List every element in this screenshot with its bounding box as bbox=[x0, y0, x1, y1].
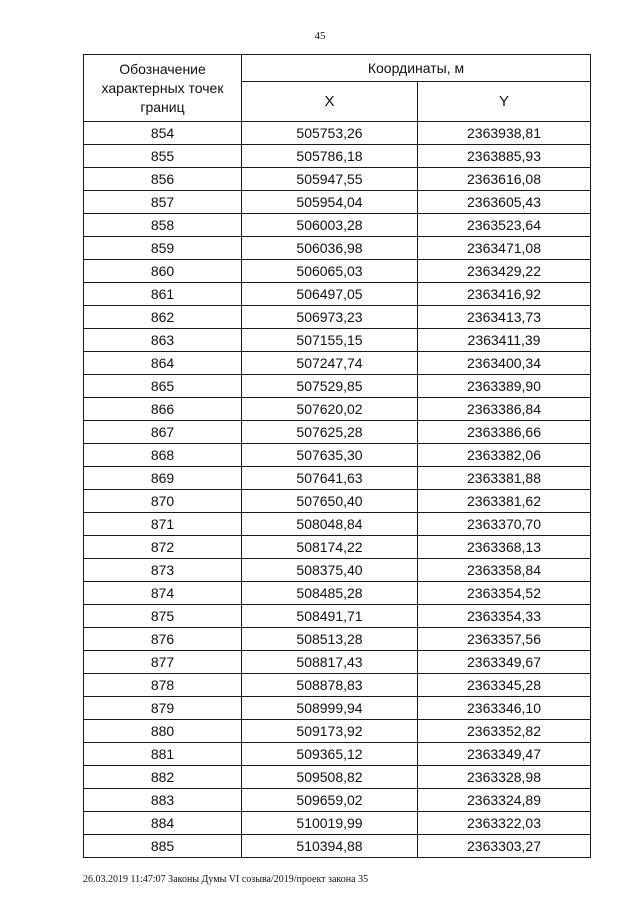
y-coordinate-cell: 2363357,56 bbox=[418, 628, 591, 651]
table-row bbox=[84, 536, 591, 559]
x-coordinate-cell: 507635,30 bbox=[242, 444, 418, 467]
x-coordinate-cell: 508485,28 bbox=[242, 582, 418, 605]
x-coordinate-cell: 508375,40 bbox=[242, 559, 418, 582]
point-id-cell: 885 bbox=[84, 835, 242, 858]
y-coordinate-cell: 2363429,22 bbox=[418, 260, 591, 283]
table-row bbox=[84, 812, 591, 835]
point-id-cell: 858 bbox=[84, 214, 242, 237]
table-row bbox=[84, 329, 591, 352]
point-id-cell: 866 bbox=[84, 398, 242, 421]
point-id-cell: 873 bbox=[84, 559, 242, 582]
x-coordinate-cell: 505753,26 bbox=[242, 122, 418, 145]
x-coordinate-cell: 506973,23 bbox=[242, 306, 418, 329]
table-row bbox=[84, 283, 591, 306]
y-coordinate-cell: 2363349,67 bbox=[418, 651, 591, 674]
table-row bbox=[84, 789, 591, 812]
point-id-cell: 883 bbox=[84, 789, 242, 812]
table-row bbox=[84, 421, 591, 444]
point-id-cell: 864 bbox=[84, 352, 242, 375]
table-row bbox=[84, 490, 591, 513]
x-coordinate-cell: 506065,03 bbox=[242, 260, 418, 283]
x-coordinate-cell: 507641,63 bbox=[242, 467, 418, 490]
point-id-cell: 875 bbox=[84, 605, 242, 628]
table-row bbox=[84, 582, 591, 605]
x-coordinate-cell: 507620,02 bbox=[242, 398, 418, 421]
y-coordinate-cell: 2363322,03 bbox=[418, 812, 591, 835]
y-coordinate-cell: 2363523,64 bbox=[418, 214, 591, 237]
y-coordinate-cell: 2363358,84 bbox=[418, 559, 591, 582]
y-coordinate-cell: 2363389,90 bbox=[418, 375, 591, 398]
point-id-cell: 857 bbox=[84, 191, 242, 214]
y-coordinate-cell: 2363400,34 bbox=[418, 352, 591, 375]
x-coordinate-cell: 506497,05 bbox=[242, 283, 418, 306]
x-coordinate-cell: 508491,71 bbox=[242, 605, 418, 628]
footer-stamp: 26.03.2019 11:47:07 Законы Думы VI созыва/2019/проект закона 35 bbox=[83, 874, 369, 885]
point-id-cell: 863 bbox=[84, 329, 242, 352]
y-coordinate-cell: 2363354,52 bbox=[418, 582, 591, 605]
x-coordinate-cell: 509659,02 bbox=[242, 789, 418, 812]
x-coordinate-cell: 505954,04 bbox=[242, 191, 418, 214]
x-coordinate-cell: 509173,92 bbox=[242, 720, 418, 743]
header-designation: Обозначение характерных точек границ bbox=[84, 55, 242, 122]
point-id-cell: 855 bbox=[84, 145, 242, 168]
y-coordinate-cell: 2363370,70 bbox=[418, 513, 591, 536]
x-coordinate-cell: 509365,12 bbox=[242, 743, 418, 766]
x-coordinate-cell: 508817,43 bbox=[242, 651, 418, 674]
table-header bbox=[84, 55, 591, 122]
table-row bbox=[84, 145, 591, 168]
point-id-cell: 882 bbox=[84, 766, 242, 789]
table-row bbox=[84, 559, 591, 582]
table-row bbox=[84, 214, 591, 237]
x-coordinate-cell: 505786,18 bbox=[242, 145, 418, 168]
table-row bbox=[84, 720, 591, 743]
table-row bbox=[84, 513, 591, 536]
y-coordinate-cell: 2363382,06 bbox=[418, 444, 591, 467]
point-id-cell: 872 bbox=[84, 536, 242, 559]
table-row bbox=[84, 766, 591, 789]
point-id-cell: 856 bbox=[84, 168, 242, 191]
table-row bbox=[84, 122, 591, 145]
table-row bbox=[84, 467, 591, 490]
y-coordinate-cell: 2363381,62 bbox=[418, 490, 591, 513]
y-coordinate-cell: 2363328,98 bbox=[418, 766, 591, 789]
table-row bbox=[84, 191, 591, 214]
header-x: X bbox=[242, 82, 418, 122]
x-coordinate-cell: 508878,83 bbox=[242, 674, 418, 697]
table-row bbox=[84, 674, 591, 697]
point-id-cell: 877 bbox=[84, 651, 242, 674]
header-coordinates: Координаты, м bbox=[242, 55, 591, 82]
point-id-cell: 878 bbox=[84, 674, 242, 697]
point-id-cell: 869 bbox=[84, 467, 242, 490]
table-row bbox=[84, 697, 591, 720]
x-coordinate-cell: 510019,99 bbox=[242, 812, 418, 835]
table-row bbox=[84, 605, 591, 628]
point-id-cell: 879 bbox=[84, 697, 242, 720]
x-coordinate-cell: 507529,85 bbox=[242, 375, 418, 398]
y-coordinate-cell: 2363346,10 bbox=[418, 697, 591, 720]
y-coordinate-cell: 2363938,81 bbox=[418, 122, 591, 145]
point-id-cell: 870 bbox=[84, 490, 242, 513]
point-id-cell: 865 bbox=[84, 375, 242, 398]
y-coordinate-cell: 2363471,08 bbox=[418, 237, 591, 260]
x-coordinate-cell: 510394,88 bbox=[242, 835, 418, 858]
x-coordinate-cell: 508048,84 bbox=[242, 513, 418, 536]
x-coordinate-cell: 506003,28 bbox=[242, 214, 418, 237]
y-coordinate-cell: 2363349,47 bbox=[418, 743, 591, 766]
point-id-cell: 884 bbox=[84, 812, 242, 835]
x-coordinate-cell: 509508,82 bbox=[242, 766, 418, 789]
y-coordinate-cell: 2363381,88 bbox=[418, 467, 591, 490]
coordinates-table bbox=[83, 54, 591, 858]
table-row bbox=[84, 375, 591, 398]
table-row bbox=[84, 168, 591, 191]
y-coordinate-cell: 2363345,28 bbox=[418, 674, 591, 697]
x-coordinate-cell: 508513,28 bbox=[242, 628, 418, 651]
table-row bbox=[84, 237, 591, 260]
x-coordinate-cell: 506036,98 bbox=[242, 237, 418, 260]
x-coordinate-cell: 507155,15 bbox=[242, 329, 418, 352]
x-coordinate-cell: 507247,74 bbox=[242, 352, 418, 375]
x-coordinate-cell: 505947,55 bbox=[242, 168, 418, 191]
point-id-cell: 874 bbox=[84, 582, 242, 605]
y-coordinate-cell: 2363303,27 bbox=[418, 835, 591, 858]
table-row bbox=[84, 835, 591, 858]
x-coordinate-cell: 507625,28 bbox=[242, 421, 418, 444]
y-coordinate-cell: 2363386,66 bbox=[418, 421, 591, 444]
y-coordinate-cell: 2363616,08 bbox=[418, 168, 591, 191]
point-id-cell: 880 bbox=[84, 720, 242, 743]
point-id-cell: 861 bbox=[84, 283, 242, 306]
point-id-cell: 868 bbox=[84, 444, 242, 467]
y-coordinate-cell: 2363416,92 bbox=[418, 283, 591, 306]
header-y: Y bbox=[418, 82, 591, 122]
table-body bbox=[84, 122, 591, 858]
x-coordinate-cell: 508174,22 bbox=[242, 536, 418, 559]
y-coordinate-cell: 2363386,84 bbox=[418, 398, 591, 421]
point-id-cell: 881 bbox=[84, 743, 242, 766]
table-row bbox=[84, 651, 591, 674]
y-coordinate-cell: 2363885,93 bbox=[418, 145, 591, 168]
point-id-cell: 867 bbox=[84, 421, 242, 444]
y-coordinate-cell: 2363411,39 bbox=[418, 329, 591, 352]
y-coordinate-cell: 2363354,33 bbox=[418, 605, 591, 628]
x-coordinate-cell: 508999,94 bbox=[242, 697, 418, 720]
y-coordinate-cell: 2363368,13 bbox=[418, 536, 591, 559]
table-row bbox=[84, 260, 591, 283]
point-id-cell: 859 bbox=[84, 237, 242, 260]
y-coordinate-cell: 2363413,73 bbox=[418, 306, 591, 329]
point-id-cell: 876 bbox=[84, 628, 242, 651]
table-row bbox=[84, 444, 591, 467]
x-coordinate-cell: 507650,40 bbox=[242, 490, 418, 513]
y-coordinate-cell: 2363605,43 bbox=[418, 191, 591, 214]
table-row bbox=[84, 628, 591, 651]
table-row bbox=[84, 743, 591, 766]
table-row bbox=[84, 306, 591, 329]
page-number: 45 bbox=[314, 30, 326, 42]
table-row bbox=[84, 398, 591, 421]
point-id-cell: 860 bbox=[84, 260, 242, 283]
table-row bbox=[84, 352, 591, 375]
y-coordinate-cell: 2363352,82 bbox=[418, 720, 591, 743]
y-coordinate-cell: 2363324,89 bbox=[418, 789, 591, 812]
point-id-cell: 871 bbox=[84, 513, 242, 536]
point-id-cell: 854 bbox=[84, 122, 242, 145]
point-id-cell: 862 bbox=[84, 306, 242, 329]
